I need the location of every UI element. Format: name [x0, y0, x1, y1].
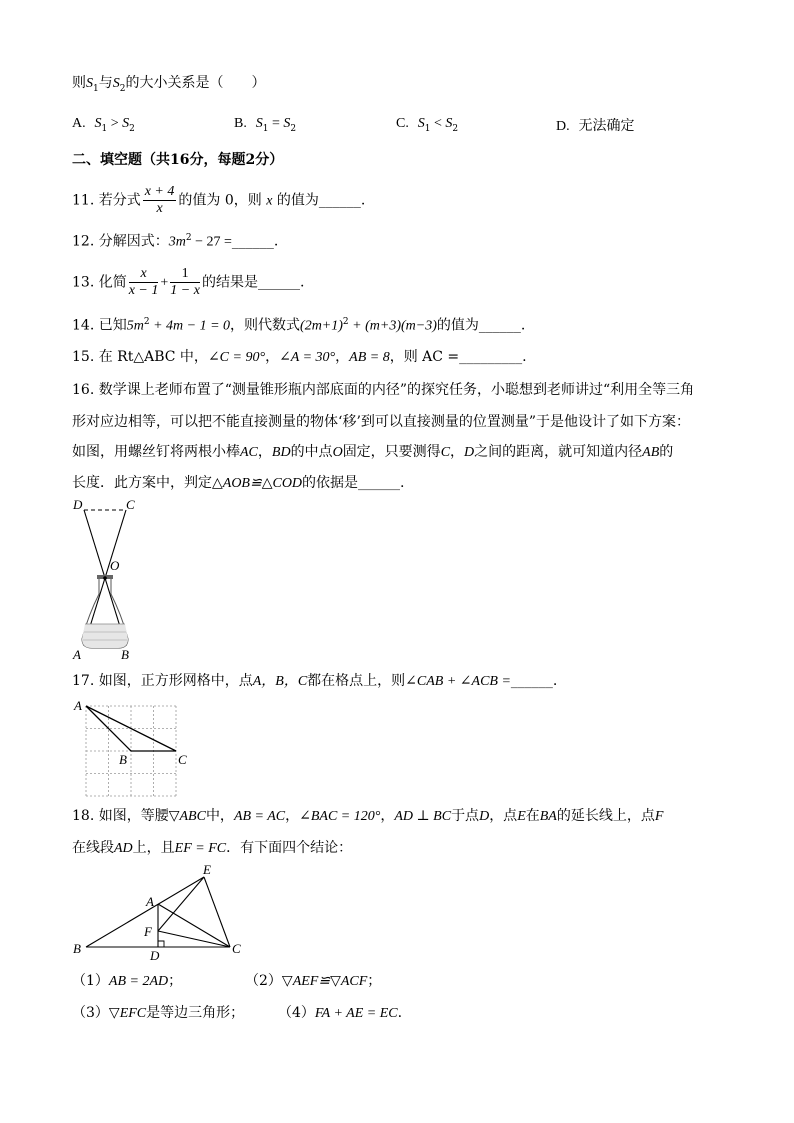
- plus-sign: +: [160, 275, 169, 291]
- math-expr: EF = FC: [174, 841, 227, 856]
- math-expr: △AOB≌△COD: [212, 476, 303, 491]
- math-expr: C: [440, 445, 451, 460]
- option-expr: S: [445, 116, 453, 131]
- math-expr: AB: [642, 445, 660, 460]
- question-text: 于点: [451, 808, 480, 824]
- math-expr: + 4m − 1 = 0: [149, 318, 231, 334]
- math-expr: ▽EFC: [108, 1006, 147, 1021]
- question-number: 17.: [72, 673, 95, 689]
- conclusion-4: [278, 1003, 402, 1024]
- right-angle-mark: [158, 941, 164, 947]
- math-expr: ∠BAC = 120°: [299, 809, 381, 824]
- question-text: 是等边三角形；: [146, 1005, 245, 1021]
- question-13: [72, 266, 304, 299]
- label-a: A: [146, 894, 154, 909]
- question-text: 的中点: [290, 444, 333, 460]
- option-text: 无法确定: [578, 118, 635, 134]
- s1-symbol: S: [86, 76, 93, 91]
- separator: ，: [335, 349, 350, 365]
- answer-blank[interactable]: 的依据是______.: [302, 475, 405, 491]
- question-text: 之间的距离，就可知道内径: [474, 444, 643, 460]
- question-text: ，点: [489, 808, 518, 824]
- label-b: B: [73, 941, 81, 956]
- segment-ac: [158, 904, 230, 947]
- option-expr: S: [122, 116, 130, 131]
- pivot-point-o: [103, 576, 107, 580]
- option-c[interactable]: [396, 115, 458, 134]
- question-text: 化简: [98, 274, 127, 291]
- math-expr: AB = 2AD: [108, 974, 169, 989]
- conclusion-number: （2）: [245, 973, 282, 989]
- label-f: F: [144, 924, 152, 939]
- math-expr: ▽ABC: [168, 809, 206, 824]
- fraction: [143, 184, 177, 217]
- separator: ，: [285, 808, 300, 824]
- question-text: 在: [525, 808, 540, 824]
- grid-figure: [72, 698, 192, 800]
- math-expr: AD ⊥ BC: [394, 809, 452, 824]
- question-17: [72, 671, 557, 692]
- math-expr: ▽AEF≌▽ACF: [281, 974, 368, 989]
- math-expr: A，B，C: [252, 674, 308, 689]
- question-18-line2: [72, 838, 352, 859]
- math-expr: O: [332, 445, 343, 460]
- math-expr: AC: [240, 445, 258, 460]
- fraction-numerator: x: [129, 266, 159, 283]
- label-d: D: [73, 497, 83, 512]
- conclusion-1: [72, 971, 182, 992]
- triangle-figure: [70, 860, 250, 964]
- fraction-denominator: 1 − x: [170, 283, 200, 298]
- exponent: 2: [143, 317, 150, 327]
- separator: ，: [450, 444, 465, 460]
- separator: ；: [168, 973, 183, 989]
- question-number: 11.: [72, 192, 95, 209]
- question-number: 12.: [72, 233, 95, 250]
- math-expr: 3m: [168, 234, 186, 250]
- conclusion-number: （3）: [72, 1005, 109, 1021]
- answer-blank[interactable]: 的值为______.: [276, 192, 366, 209]
- intro-text: 则: [72, 75, 86, 91]
- variable: x: [266, 193, 273, 209]
- option-b[interactable]: [234, 115, 296, 134]
- question-text: 的值为 0，则: [178, 192, 262, 209]
- conclusion-3: [72, 1003, 244, 1024]
- label-a: A: [74, 698, 82, 713]
- math-expr: BA: [539, 809, 557, 824]
- separator: ；: [367, 973, 382, 989]
- s2-symbol: S: [112, 76, 120, 91]
- fraction-numerator: x + 4: [144, 184, 175, 199]
- separator: .: [397, 1005, 403, 1021]
- label-a: A: [73, 647, 81, 662]
- label-d: D: [150, 948, 160, 963]
- answer-blank[interactable]: ______.: [510, 673, 558, 689]
- question-14: [72, 312, 525, 337]
- intro-question: 的大小关系是（ ）: [125, 75, 266, 91]
- label-e: E: [203, 862, 211, 877]
- option-sub: 2: [452, 123, 459, 134]
- question-text: 若分式: [98, 192, 141, 209]
- math-expr: BD: [271, 445, 291, 460]
- question-text: 18. 如图，等腰: [72, 808, 169, 824]
- math-expr: AB = 8: [349, 350, 390, 365]
- option-sub: 1: [424, 123, 431, 134]
- segment-fe: [158, 877, 204, 931]
- question-16-line1: 16. 数学课上老师布置了“测量锥形瓶内部底面的内径”的探究任务，小聪想到老师讲过“利用全等三角: [72, 382, 695, 398]
- question-16-line3: [72, 442, 673, 463]
- math-expr: ∠CAB + ∠ACB =: [405, 674, 511, 689]
- question-text: 长度．此方案中，判定: [72, 475, 212, 491]
- fraction-numerator: 1: [170, 266, 200, 283]
- math-expr: AD: [114, 841, 133, 856]
- math-expr: FA + AE = EC: [314, 1006, 398, 1021]
- intro-text: 与: [98, 75, 113, 91]
- option-op: <: [430, 116, 446, 131]
- option-letter: C.: [396, 116, 409, 131]
- question-text: 中，: [205, 808, 234, 824]
- label-c: C: [178, 752, 187, 767]
- exponent: 2: [342, 317, 349, 327]
- label-o: O: [110, 558, 120, 573]
- question-number: 15.: [72, 349, 95, 365]
- separator: ，: [380, 808, 395, 824]
- intro-line: [72, 73, 265, 99]
- question-11: [72, 184, 365, 217]
- option-sub: 2: [290, 123, 297, 134]
- question-text: 分解因式：: [98, 233, 169, 250]
- answer-blank[interactable]: 的值为______.: [436, 317, 526, 334]
- option-op: >: [107, 116, 123, 131]
- question-16-line2: 形对应边相等，可以把不能直接测量的物体‘移’到可以直接测量的位置测量”于是他设计了如下方案：: [72, 414, 691, 430]
- fraction: [170, 266, 200, 299]
- question-text: ，则代数式: [230, 317, 301, 334]
- s2-subscript: 2: [119, 83, 126, 94]
- option-expr: S: [255, 116, 263, 131]
- question-12: [72, 228, 278, 253]
- question-text: 已知: [98, 317, 127, 334]
- question-text: 的: [659, 444, 674, 460]
- label-b: B: [119, 752, 127, 767]
- separator: ，: [257, 444, 272, 460]
- fraction-denominator: x: [156, 201, 163, 216]
- option-letter: B.: [234, 116, 247, 131]
- label-b: B: [121, 647, 129, 662]
- option-expr: S: [283, 116, 291, 131]
- question-15: [72, 347, 527, 368]
- s1-subscript: 1: [93, 83, 99, 94]
- question-text: ．有下面四个结论：: [226, 840, 353, 856]
- option-letter: A.: [72, 116, 86, 131]
- question-text: 上，且: [132, 840, 175, 856]
- fraction: [129, 266, 159, 299]
- question-text: 固定，只要测得: [342, 444, 441, 460]
- math-expr: AB = AC: [233, 809, 286, 824]
- question-text: 的延长线上，点: [556, 808, 655, 824]
- question-number: 13.: [72, 274, 95, 291]
- option-sub: 2: [129, 123, 135, 134]
- question-text: 都在格点上，则: [307, 673, 406, 689]
- math-expr: 5m: [126, 318, 144, 334]
- option-expr: S: [94, 116, 102, 131]
- question-text: 如图，正方形网格中，点: [98, 673, 253, 689]
- answer-blank[interactable]: 的结果是______.: [201, 274, 305, 291]
- fraction-denominator: x − 1: [128, 283, 159, 298]
- option-sub: 1: [101, 123, 108, 134]
- question-number: 14.: [72, 317, 95, 334]
- conclusion-2: [245, 971, 381, 992]
- label-c: C: [126, 497, 135, 512]
- label-c: C: [232, 941, 241, 956]
- option-a[interactable]: [72, 115, 135, 134]
- question-text: 在 Rt△ABC 中，: [98, 349, 208, 365]
- answer-blank[interactable]: ，则 AC =_________.: [389, 349, 527, 365]
- question-text: 在线段: [72, 840, 114, 856]
- segment-ec: [204, 877, 230, 947]
- math-expr: (2m+1): [300, 318, 343, 334]
- math-expr: − 27 =: [191, 234, 232, 250]
- math-expr: E: [517, 809, 526, 824]
- option-d[interactable]: [556, 115, 635, 135]
- conclusion-number: （1）: [72, 973, 109, 989]
- math-expr: ∠C = 90°: [207, 350, 266, 365]
- segment-ab: [86, 706, 131, 751]
- option-letter: D.: [556, 119, 570, 134]
- math-expr: F: [654, 809, 664, 824]
- math-expr: D: [464, 445, 475, 460]
- math-expr: + (m+3)(m−3): [348, 318, 437, 334]
- conclusion-number: （4）: [278, 1005, 315, 1021]
- option-sub: 1: [262, 123, 269, 134]
- question-18-line1: [72, 806, 663, 827]
- flask-liquid: [82, 624, 128, 648]
- option-expr: S: [417, 116, 425, 131]
- option-op: =: [268, 116, 284, 131]
- math-expr: ∠A = 30°: [279, 350, 336, 365]
- math-expr: D: [479, 809, 490, 824]
- section-title: 二、填空题（共16分，每题2分）: [72, 152, 284, 168]
- question-text: 如图，用螺丝钉将两根小棒: [72, 444, 240, 460]
- flask-figure: [70, 496, 150, 664]
- question-16-line4: [72, 473, 405, 494]
- answer-blank[interactable]: ______.: [231, 233, 279, 250]
- segment-fc: [158, 931, 230, 947]
- exponent: 2: [185, 233, 192, 243]
- separator: ，: [265, 349, 280, 365]
